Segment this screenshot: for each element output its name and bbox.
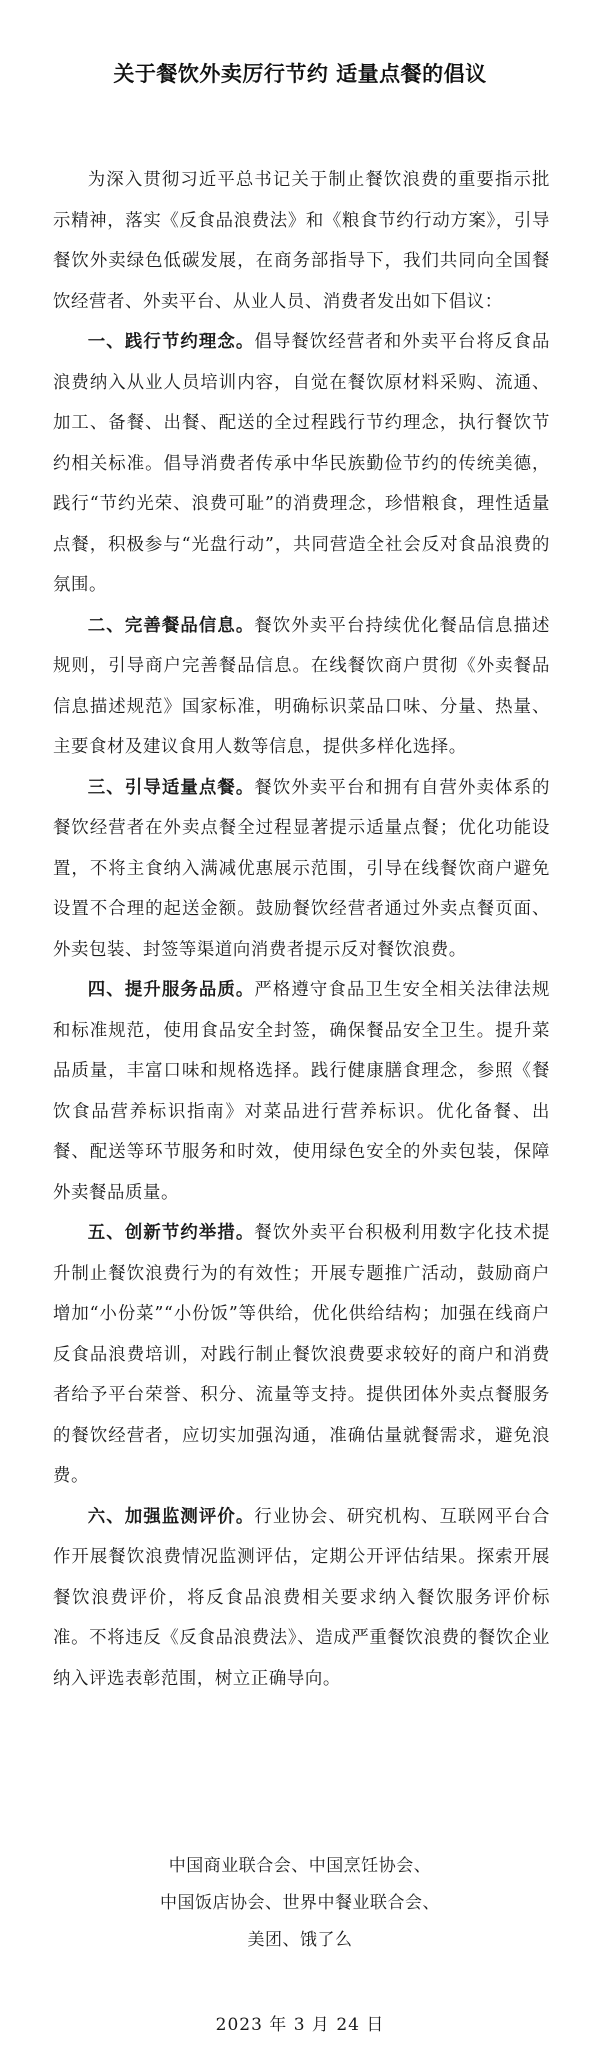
document-date: 2023 年 3 月 24 日 <box>215 2015 385 2035</box>
section-paragraph <box>53 970 550 1213</box>
section-paragraph <box>53 1497 550 1700</box>
section-heading: 四、提升服务品质。 <box>87 980 255 1000</box>
signatories-block <box>0 1848 600 1959</box>
section-heading: 五、创新节约举措。 <box>87 1223 255 1243</box>
signatory-line: 美团、饿了么 <box>247 1930 353 1950</box>
section-text: 餐饮外卖平台积极利用数字化技术提升制止餐饮浪费行为的有效性；开展专题推广活动，鼓励商户增加“小份菜”“小份饭”等供给，优化供给结构；加强在线商户反食品浪费培训，对践行制止餐饮浪费要求较好的商户和消费者给予平台荣誉、积分、流量等支持。提供团体外卖点餐服务的餐饮经营者，应切实加强沟通，准确估量就餐需求，避免浪费。 <box>53 1223 550 1486</box>
section-paragraph <box>53 768 550 971</box>
section-paragraph <box>53 606 550 768</box>
section-text: 餐饮外卖平台持续优化餐品信息描述规则，引导商户完善餐品信息。在线餐饮商户贯彻《外卖餐品信息描述规范》国家标准，明确标识菜品口味、分量、热量、主要食材及建议食用人数等信息，提供多样化选择。 <box>53 615 550 757</box>
signatory-line: 中国商业联合会、中国烹饪协会、 <box>168 1856 432 1876</box>
section-text: 餐饮外卖平台和拥有自营外卖体系的餐饮经营者在外卖点餐全过程显著提示适量点餐；优化功能设置，不将主食纳入满减优惠展示范围，引导在线餐饮商户避免设置不合理的起送金额。鼓励餐饮经营者通过外卖点餐页面、外卖包装、封签等渠道向消费者提示反对餐饮浪费。 <box>53 777 550 960</box>
section-heading: 一、践行节约理念。 <box>87 332 255 352</box>
section-heading: 六、加强监测评价。 <box>87 1506 255 1527</box>
section-text: 行业协会、研究机构、互联网平台合作开展餐饮浪费情况监测评估，定期公开评估结果。探索开展餐饮浪费评价，将反食品浪费相关要求纳入餐饮服务评价标准。不将违反《反食品浪费法》、造成严重餐饮浪费的餐饮企业纳入评选表彰范围，树立正确导向。 <box>53 1506 550 1689</box>
intro-paragraph: 为深入贯彻习近平总书记关于制止餐饮浪费的重要指示批示精神，落实《反食品浪费法》和《粮食节约行动方案》，引导餐饮外卖绿色低碳发展，在商务部指导下，我们共同向全国餐饮经营者、外卖平台、从业人员、消费者发出如下倡议： <box>53 170 550 312</box>
document-title: 关于餐饮外卖厉行节约 适量点餐的倡议 <box>113 62 487 86</box>
document-body <box>53 160 550 1699</box>
section-heading: 二、完善餐品信息。 <box>87 615 255 636</box>
section-heading: 三、引导适量点餐。 <box>87 777 255 798</box>
signatory-line: 中国饭店协会、世界中餐业联合会、 <box>160 1893 440 1913</box>
section-paragraph <box>53 1213 550 1497</box>
section-text: 严格遵守食品卫生安全相关法律法规和标准规范，使用食品安全封签，确保餐品安全卫生。提升菜品质量，丰富口味和规格选择。践行健康膳食理念，参照《餐饮食品营养标识指南》对菜品进行营养标识。优化备餐、出餐、配送等环节服务和时效，使用绿色安全的外卖包装，保障外卖餐品质量。 <box>53 980 550 1203</box>
section-text: 倡导餐饮经营者和外卖平台将反食品浪费纳入从业人员培训内容，自觉在餐饮原材料采购、流通、加工、备餐、出餐、配送的全过程践行节约理念，执行餐饮节约相关标准。倡导消费者传承中华民族勤俭节约的传统美德，践行“节约光荣、浪费可耻”的消费理念，珍惜粮食，理性适量点餐，积极参与“光盘行动”，共同营造全社会反对食品浪费的氛围。 <box>53 332 550 595</box>
section-paragraph <box>53 322 550 606</box>
